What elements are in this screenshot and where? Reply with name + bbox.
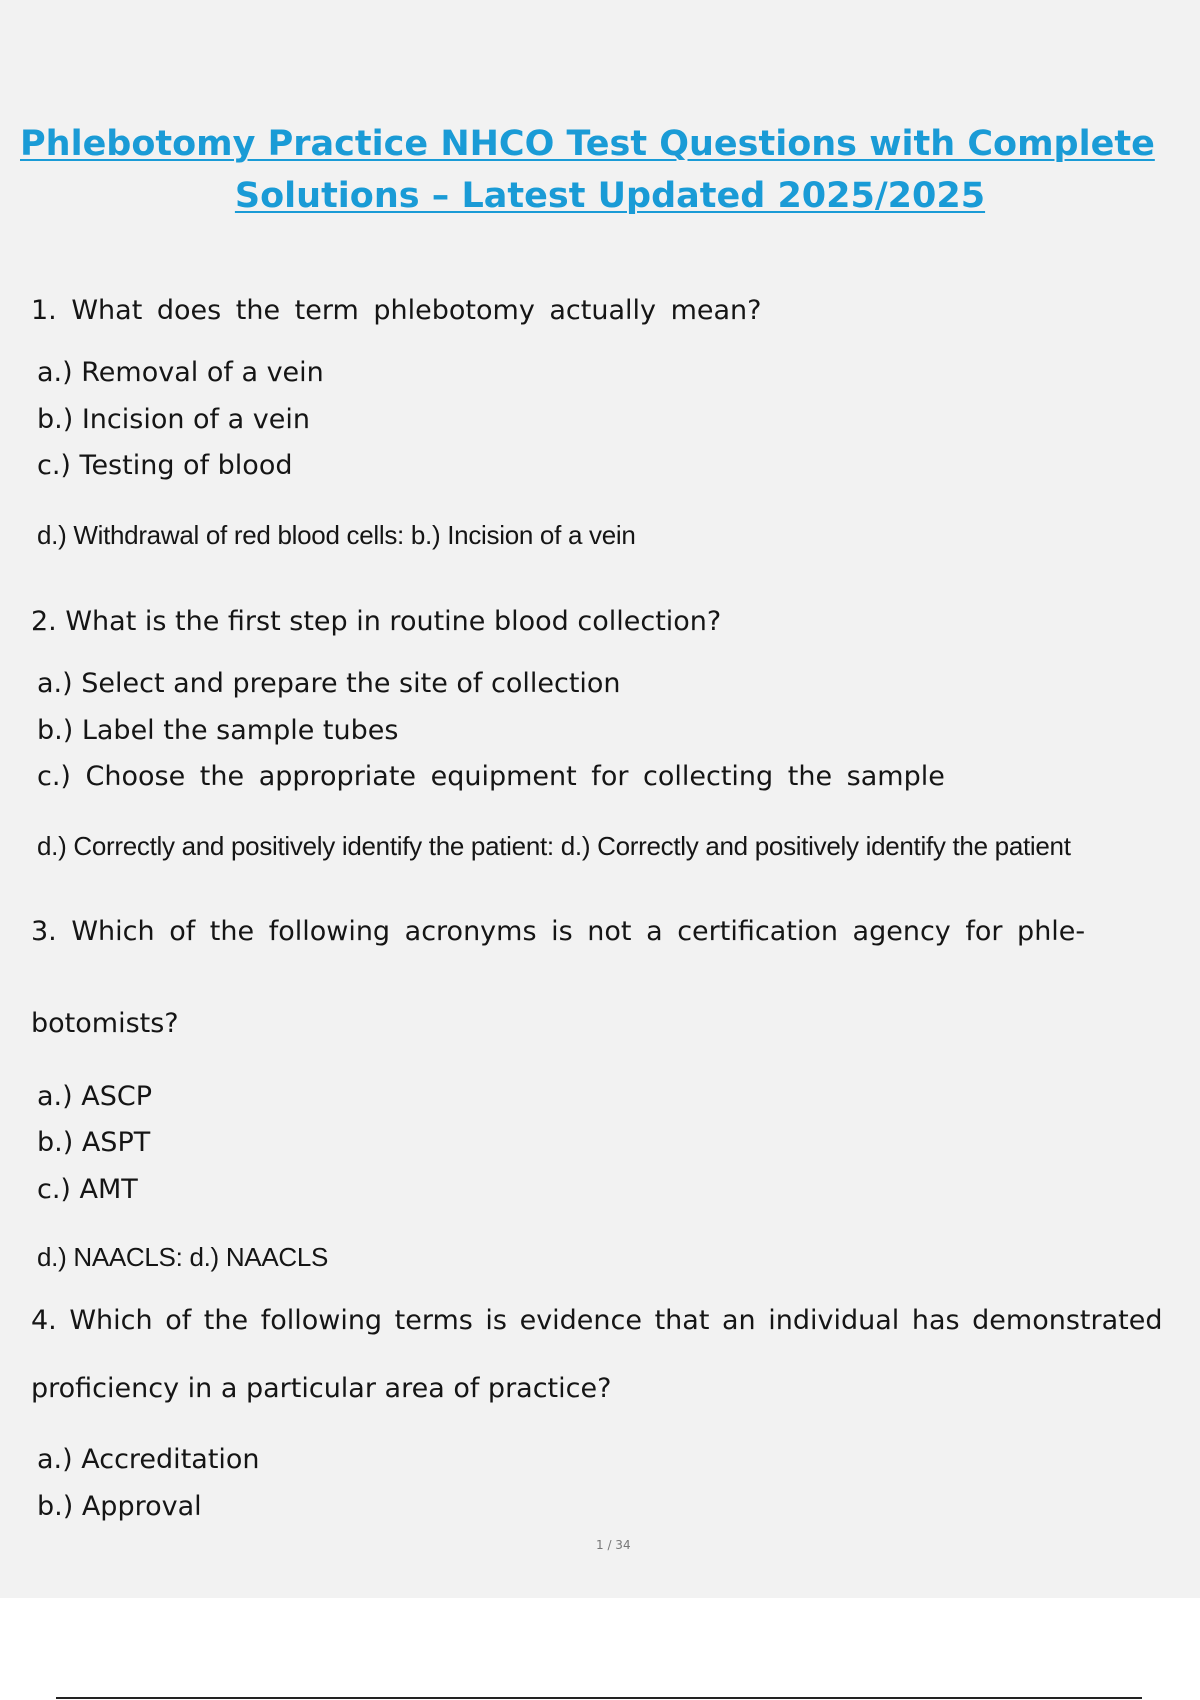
question-4-option-a: a.) Accreditation <box>37 1444 260 1475</box>
question-1-option-b: b.) Incision of a vein <box>37 404 310 435</box>
question-2-option-d-answer: d.) Correctly and positively identify the patient: d.) Correctly and positively identify the patient <box>37 831 1071 861</box>
page-number: 1 / 34 <box>596 1538 631 1552</box>
question-2-option-a: a.) Select and prepare the site of collection <box>37 668 621 699</box>
question-1-option-c: c.) Testing of blood <box>37 450 293 481</box>
question-3-option-d-answer: d.) NAACLS: d.) NAACLS <box>37 1242 329 1272</box>
document-title-line2: Solutions – Latest Updated 2025/2025 <box>234 176 986 216</box>
question-1-option-d-answer: d.) Withdrawal of red blood cells: b.) Incision of a vein <box>37 520 636 550</box>
document-title-line1: Phlebotomy Practice NHCO Test Questions with Complete <box>20 124 1155 164</box>
question-4-option-b: b.) Approval <box>37 1491 202 1522</box>
question-3-option-c: c.) AMT <box>37 1174 138 1205</box>
question-2-option-b: b.) Label the sample tubes <box>37 715 399 746</box>
question-3-option-a: a.) ASCP <box>37 1081 152 1112</box>
question-3-option-b: b.) ASPT <box>37 1127 151 1158</box>
question-1-text: 1. What does the term phlebotomy actually mean? <box>31 295 762 326</box>
question-3-text-line2: botomists? <box>31 1008 179 1039</box>
page-divider <box>56 1697 1142 1699</box>
question-2-text: 2. What is the first step in routine blood collection? <box>31 606 722 637</box>
question-4-text-line1: 4. Which of the following terms is evidence that an individual has demonstrated <box>31 1305 1163 1336</box>
question-4-text-line2: proficiency in a particular area of practice? <box>31 1373 612 1404</box>
question-1-option-a: a.) Removal of a vein <box>37 357 324 388</box>
question-2-option-c: c.) Choose the appropriate equipment for collecting the sample <box>37 761 945 792</box>
question-3-text-line1: 3. Which of the following acronyms is not a certification agency for phle- <box>31 916 1086 947</box>
